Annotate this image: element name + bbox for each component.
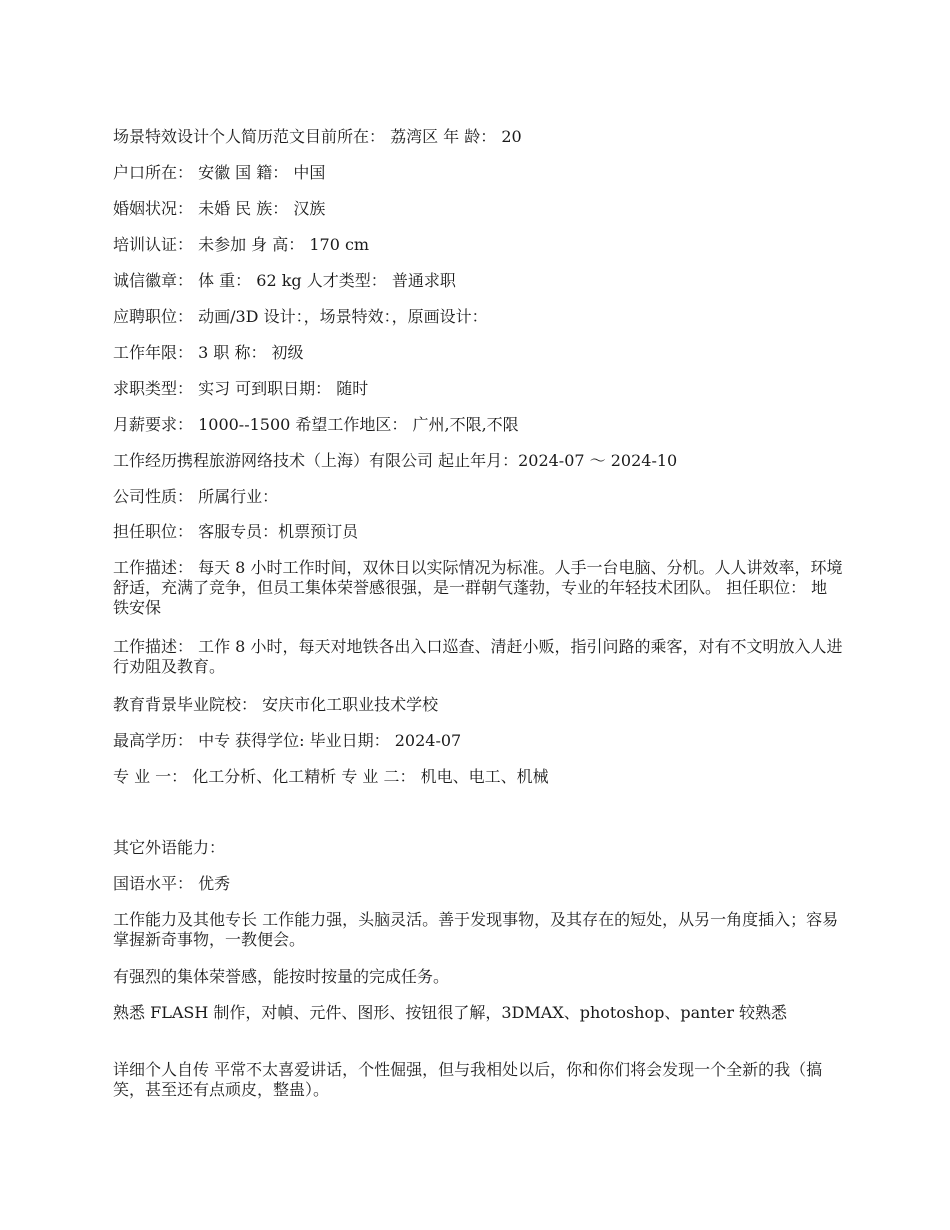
line-job-description-1: 工作描述： 每天 8 小时工作时间，双休日以实际情况为标准。人手一台电脑、分机。人人讲效率，环境舒适，充满了竞争，但员工集体荣誉感很强，是一群朝气蓬勃，专业的年轻技术团队。 担任职位： 地铁安保 bbox=[113, 558, 843, 617]
line-position-held: 担任职位： 客服专员：机票预订员 bbox=[113, 522, 359, 541]
line-majors: 专 业 一： 化工分析、化工精析 专 业 二： 机电、电工、机械 bbox=[113, 767, 549, 786]
line-teamwork: 有强烈的集体荣誉感，能按时按量的完成任务。 bbox=[113, 967, 450, 986]
line-applied-position: 应聘职位： 动画/3D 设计：，场景特效：，原画设计： bbox=[113, 307, 488, 326]
line-company-nature-industry: 公司性质： 所属行业： bbox=[113, 487, 279, 506]
line-hukou-nationality: 户口所在： 安徽 国 籍： 中国 bbox=[113, 163, 326, 182]
line-mandarin-level: 国语水平： 优秀 bbox=[113, 874, 231, 893]
line-certification-height: 培训认证： 未参加 身 高： 170 cm bbox=[113, 235, 370, 254]
line-header-location-age: 场景特效设计个人简历范文目前所在： 荔湾区 年 龄： 20 bbox=[113, 127, 522, 146]
line-skills-intro: 工作能力及其他专长 工作能力强，头脑灵活。善于发现事物，及其存在的短处，从另一角度插入；容易掌握新奇事物，一教便会。 bbox=[113, 910, 839, 949]
line-education-school: 教育背景毕业院校： 安庆市化工职业技术学校 bbox=[113, 695, 439, 714]
line-job-description-2: 工作描述： 工作 8 小时，每天对地铁各出入口巡查、清赶小贩，指引问路的乘客，对有不文明放入人进行劝阻及教育。 bbox=[113, 637, 843, 676]
line-badge-weight-talent: 诚信徽章： 体 重： 62 kg 人才类型： 普通求职 bbox=[113, 271, 456, 290]
line-other-languages: 其它外语能力： bbox=[113, 838, 226, 857]
line-work-years-title: 工作年限： 3 职 称： 初级 bbox=[113, 343, 304, 362]
line-salary-location: 月薪要求： 1000--1500 希望工作地区： 广州,不限,不限 bbox=[113, 415, 519, 434]
line-education-degree: 最高学历： 中专 获得学位: 毕业日期： 2024-07 bbox=[113, 731, 462, 750]
line-self-description: 详细个人自传 平常不太喜爱讲话，个性倔强，但与我相处以后，你和你们将会发现一个全新的我（搞笑，甚至还有点顽皮，整蛊）。 bbox=[113, 1060, 823, 1099]
line-work-experience-company: 工作经历携程旅游网络技术（上海）有限公司 起止年月：2024-07 ～ 2024-10 bbox=[113, 451, 678, 470]
line-software-skills: 熟悉 FLASH 制作，对幀、元件、图形、按钮很了解，3DMAX、photoshop、panter 较熟悉 bbox=[113, 1003, 788, 1022]
line-marital-ethnicity: 婚姻状况： 未婚 民 族： 汉族 bbox=[113, 199, 326, 218]
line-job-type-start-date: 求职类型： 实习 可到职日期： 随时 bbox=[113, 379, 369, 398]
